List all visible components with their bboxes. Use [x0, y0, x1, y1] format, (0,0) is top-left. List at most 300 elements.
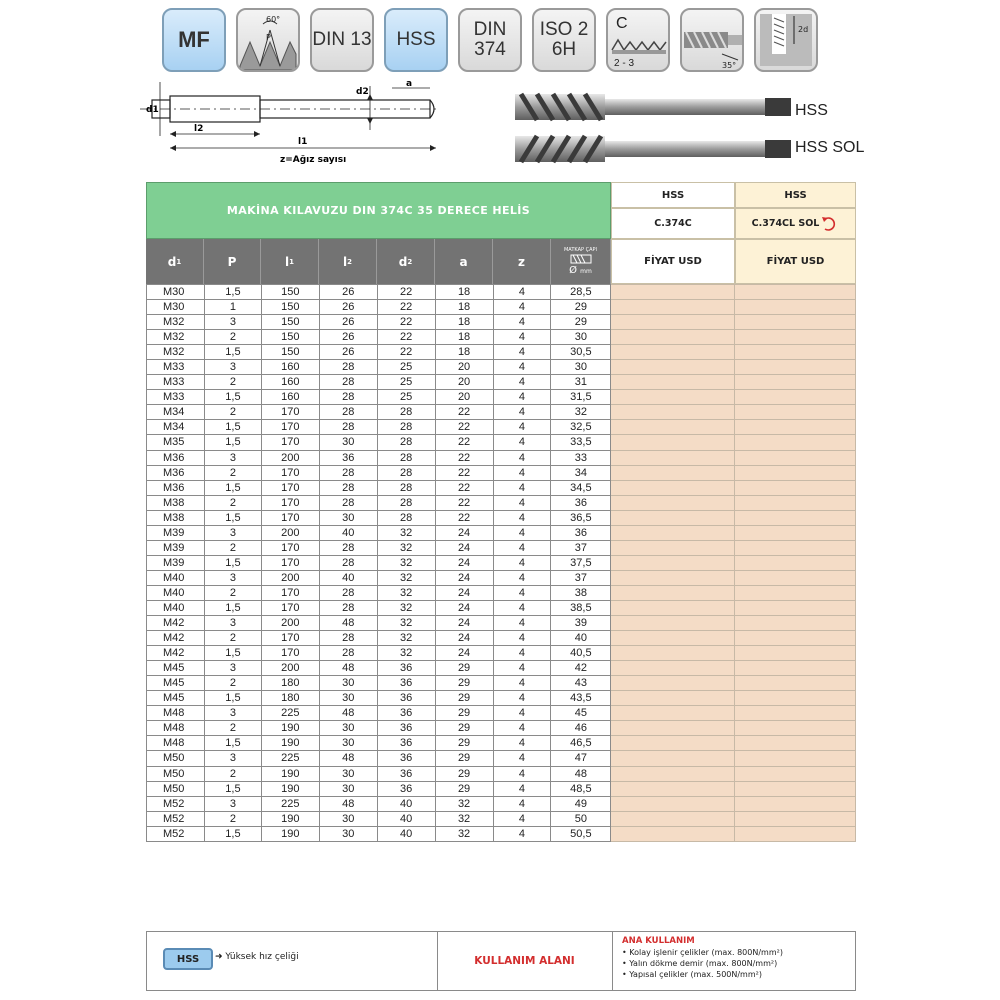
iso-label: ISO 2 6H	[539, 19, 589, 60]
usage-item: • Kolay işlenir çelikler (max. 800N/mm²)	[622, 948, 783, 957]
price-cell-c374c[interactable]	[611, 661, 735, 676]
usage-area-label: KULLANIM ALANI	[437, 932, 613, 990]
table-row	[147, 525, 856, 540]
price-cell-c374cl[interactable]	[735, 480, 856, 495]
price-cell-c374c[interactable]	[611, 751, 735, 766]
hss-legend-badge: HSS	[163, 948, 213, 970]
price-cell-c374cl[interactable]	[735, 285, 856, 300]
cell-z: 4	[493, 285, 551, 300]
cell-d1: M50	[147, 766, 205, 781]
price-cell-c374c[interactable]	[611, 826, 735, 841]
cell-drill: 50,5	[551, 826, 611, 841]
price-cell-c374c[interactable]	[611, 646, 735, 661]
cell-a: 29	[435, 766, 493, 781]
price-cell-c374cl[interactable]	[735, 631, 856, 646]
cell-a: 20	[435, 375, 493, 390]
cell-p: 2	[204, 540, 261, 555]
cell-d2: 25	[377, 390, 435, 405]
helix-angle-label: 35°	[722, 61, 737, 70]
table-row	[147, 405, 856, 420]
price-cell-c374cl[interactable]	[735, 420, 856, 435]
cell-d2: 32	[377, 616, 435, 631]
price-cell-c374c[interactable]	[611, 405, 735, 420]
cell-d1: M42	[147, 631, 205, 646]
cell-a: 18	[435, 300, 493, 315]
cell-d2: 28	[377, 465, 435, 480]
cell-d1: M40	[147, 570, 205, 585]
cell-l1: 225	[261, 706, 319, 721]
cell-d2: 32	[377, 540, 435, 555]
table-row	[147, 646, 856, 661]
price-cell-c374cl[interactable]	[735, 345, 856, 360]
hss-sol-tap-image	[515, 136, 791, 162]
spiral-tap-icon	[682, 10, 742, 70]
price-cell-c374c[interactable]	[611, 450, 735, 465]
cell-l2: 30	[319, 676, 377, 691]
drill-icon	[570, 253, 592, 265]
price-cell-c374c[interactable]	[611, 360, 735, 375]
legend-section	[147, 932, 438, 990]
left-hand-rotation-icon	[821, 215, 839, 233]
cell-p: 1,5	[204, 390, 261, 405]
cell-d2: 36	[377, 736, 435, 751]
cell-l2: 28	[319, 555, 377, 570]
cell-drill: 28,5	[551, 285, 611, 300]
footer	[146, 931, 856, 991]
cell-d1: M48	[147, 706, 205, 721]
cell-drill: 40,5	[551, 646, 611, 661]
price-cell-c374cl[interactable]	[735, 751, 856, 766]
cell-d1: M32	[147, 330, 205, 345]
price-cell-c374cl[interactable]	[735, 525, 856, 540]
cell-l1: 170	[261, 405, 319, 420]
cell-p: 2	[204, 766, 261, 781]
cell-drill: 43,5	[551, 691, 611, 706]
price-cell-c374cl[interactable]	[735, 315, 856, 330]
tool-label-hss: HSS	[795, 102, 828, 119]
table-row	[147, 360, 856, 375]
price-cell-c374c[interactable]	[611, 555, 735, 570]
hss-column-header-1: HSS	[611, 182, 735, 208]
cell-l2: 40	[319, 570, 377, 585]
cell-a: 32	[435, 826, 493, 841]
chamfer-range: 2 - 3	[614, 58, 635, 69]
price-cell-c374c[interactable]	[611, 465, 735, 480]
cell-d2: 32	[377, 555, 435, 570]
cell-a: 29	[435, 751, 493, 766]
price-cell-c374c[interactable]	[611, 375, 735, 390]
cell-d1: M33	[147, 390, 205, 405]
price-cell-c374cl[interactable]	[735, 676, 856, 691]
cell-l2: 48	[319, 796, 377, 811]
cell-l1: 190	[261, 826, 319, 841]
cell-drill: 46,5	[551, 736, 611, 751]
cell-l2: 48	[319, 751, 377, 766]
cell-z: 4	[493, 450, 551, 465]
cell-drill: 32	[551, 405, 611, 420]
cell-z: 4	[493, 405, 551, 420]
cell-a: 22	[435, 435, 493, 450]
cell-drill: 33,5	[551, 435, 611, 450]
price-cell-c374cl[interactable]	[735, 495, 856, 510]
cell-l2: 36	[319, 450, 377, 465]
price-cell-c374cl[interactable]	[735, 600, 856, 615]
cell-z: 4	[493, 330, 551, 345]
cell-l1: 170	[261, 555, 319, 570]
price-cell-c374c[interactable]	[611, 721, 735, 736]
cell-d2: 22	[377, 315, 435, 330]
price-cell-c374c[interactable]	[611, 736, 735, 751]
cell-d2: 36	[377, 676, 435, 691]
din13-label: DIN 13	[312, 29, 372, 50]
cell-z: 4	[493, 525, 551, 540]
cell-d2: 32	[377, 525, 435, 540]
price-cell-c374c[interactable]	[611, 691, 735, 706]
cell-l2: 48	[319, 706, 377, 721]
cell-p: 1,5	[204, 781, 261, 796]
col-header-d1: d 1	[146, 239, 204, 284]
col-header-z: z	[493, 239, 551, 284]
drill-symbol: Ø	[569, 265, 577, 276]
price-cell-c374cl[interactable]	[735, 646, 856, 661]
price-cell-c374cl[interactable]	[735, 330, 856, 345]
cell-z: 4	[493, 375, 551, 390]
price-cell-c374cl[interactable]	[735, 555, 856, 570]
cell-z: 4	[493, 585, 551, 600]
cell-d1: M33	[147, 360, 205, 375]
price-cell-c374cl[interactable]	[735, 661, 856, 676]
cell-d1: M52	[147, 811, 205, 826]
cell-d1: M45	[147, 676, 205, 691]
cell-drill: 46	[551, 721, 611, 736]
cell-l2: 28	[319, 360, 377, 375]
cell-drill: 48,5	[551, 781, 611, 796]
price-cell-c374cl[interactable]	[735, 691, 856, 706]
cell-l2: 28	[319, 375, 377, 390]
price-cell-c374cl[interactable]	[735, 435, 856, 450]
price-cell-c374cl[interactable]	[735, 300, 856, 315]
cell-d2: 40	[377, 811, 435, 826]
cell-l2: 28	[319, 420, 377, 435]
table-row	[147, 540, 856, 555]
tap-dimension-drawing	[130, 78, 450, 178]
cell-z: 4	[493, 465, 551, 480]
cell-p: 2	[204, 330, 261, 345]
hss-legend	[215, 952, 299, 962]
cell-z: 4	[493, 766, 551, 781]
cell-l1: 200	[261, 616, 319, 631]
cell-d1: M45	[147, 661, 205, 676]
cell-p: 3	[204, 616, 261, 631]
cell-l2: 28	[319, 390, 377, 405]
cell-a: 18	[435, 285, 493, 300]
code-header-2	[735, 208, 856, 239]
table-row	[147, 811, 856, 826]
price-cell-c374cl[interactable]	[735, 510, 856, 525]
arrow-right-icon: ➜	[215, 952, 223, 962]
cell-d2: 28	[377, 420, 435, 435]
cell-a: 22	[435, 450, 493, 465]
cell-l1: 170	[261, 435, 319, 450]
cell-l1: 190	[261, 736, 319, 751]
cell-z: 4	[493, 540, 551, 555]
cell-d1: M52	[147, 796, 205, 811]
cell-l2: 30	[319, 811, 377, 826]
cell-a: 24	[435, 600, 493, 615]
price-cell-c374c[interactable]	[611, 300, 735, 315]
cell-d2: 32	[377, 600, 435, 615]
cell-l1: 160	[261, 375, 319, 390]
cell-a: 24	[435, 540, 493, 555]
cell-p: 1,5	[204, 555, 261, 570]
chamfer-icon	[608, 10, 668, 70]
cell-l1: 150	[261, 330, 319, 345]
cell-d2: 36	[377, 781, 435, 796]
cell-l2: 30	[319, 435, 377, 450]
cell-l2: 26	[319, 345, 377, 360]
cell-d1: M42	[147, 646, 205, 661]
cell-d1: M34	[147, 405, 205, 420]
price-cell-c374cl[interactable]	[735, 375, 856, 390]
table-row	[147, 315, 856, 330]
mf-badge	[162, 8, 226, 72]
din374-label: DIN 374	[473, 19, 507, 60]
cell-drill: 37	[551, 570, 611, 585]
price-cell-c374c[interactable]	[611, 811, 735, 826]
price-cell-c374c[interactable]	[611, 766, 735, 781]
cell-z: 4	[493, 600, 551, 615]
cell-p: 1,5	[204, 691, 261, 706]
price-cell-c374c[interactable]	[611, 510, 735, 525]
cell-p: 2	[204, 375, 261, 390]
price-cell-c374cl[interactable]	[735, 390, 856, 405]
cell-z: 4	[493, 661, 551, 676]
cell-d2: 22	[377, 345, 435, 360]
l1-label: l1	[298, 137, 308, 147]
cell-d1: M40	[147, 600, 205, 615]
price-cell-c374c[interactable]	[611, 706, 735, 721]
helix-badge	[680, 8, 744, 72]
price-cell-c374c[interactable]	[611, 781, 735, 796]
price-cell-c374cl[interactable]	[735, 796, 856, 811]
cell-p: 3	[204, 751, 261, 766]
price-cell-c374cl[interactable]	[735, 360, 856, 375]
cell-d2: 36	[377, 691, 435, 706]
d2-label: d2	[356, 87, 369, 97]
cell-a: 29	[435, 676, 493, 691]
cell-z: 4	[493, 706, 551, 721]
cell-d1: M33	[147, 375, 205, 390]
l2-label: l2	[194, 124, 204, 134]
cell-d2: 25	[377, 375, 435, 390]
cell-l2: 26	[319, 285, 377, 300]
price-cell-c374cl[interactable]	[735, 721, 856, 736]
price-cell-c374cl[interactable]	[735, 450, 856, 465]
price-cell-c374cl[interactable]	[735, 781, 856, 796]
cell-drill: 37,5	[551, 555, 611, 570]
cell-d2: 22	[377, 285, 435, 300]
cell-d1: M36	[147, 450, 205, 465]
price-cell-c374c[interactable]	[611, 345, 735, 360]
cell-drill: 34	[551, 465, 611, 480]
cell-d1: M48	[147, 736, 205, 751]
cell-p: 3	[204, 570, 261, 585]
cell-l1: 150	[261, 315, 319, 330]
cell-d2: 28	[377, 495, 435, 510]
table-row	[147, 631, 856, 646]
price-cell-c374c[interactable]	[611, 285, 735, 300]
cell-drill: 47	[551, 751, 611, 766]
price-cell-c374c[interactable]	[611, 315, 735, 330]
price-cell-c374c[interactable]	[611, 616, 735, 631]
cell-p: 3	[204, 796, 261, 811]
price-cell-c374cl[interactable]	[735, 706, 856, 721]
table-row	[147, 766, 856, 781]
table-row	[147, 420, 856, 435]
cell-l1: 150	[261, 285, 319, 300]
col-header-l1: l 1	[261, 239, 319, 284]
cell-d1: M36	[147, 465, 205, 480]
price-cell-c374c[interactable]	[611, 435, 735, 450]
cell-p: 2	[204, 405, 261, 420]
price-cell-c374c[interactable]	[611, 540, 735, 555]
cell-l2: 28	[319, 465, 377, 480]
cell-z: 4	[493, 555, 551, 570]
product-table	[146, 182, 856, 840]
cell-z: 4	[493, 736, 551, 751]
cell-d2: 32	[377, 570, 435, 585]
cell-z: 4	[493, 435, 551, 450]
price-cell-c374c[interactable]	[611, 570, 735, 585]
cell-p: 1,5	[204, 736, 261, 751]
cell-d1: M38	[147, 510, 205, 525]
cell-l1: 200	[261, 450, 319, 465]
cell-z: 4	[493, 826, 551, 841]
price-cell-c374cl[interactable]	[735, 405, 856, 420]
cell-d1: M32	[147, 345, 205, 360]
cell-l1: 200	[261, 525, 319, 540]
code-header-2-label: C.374CL SOL	[751, 218, 820, 229]
cell-d1: M52	[147, 826, 205, 841]
cell-l1: 200	[261, 661, 319, 676]
cell-d2: 28	[377, 435, 435, 450]
cell-z: 4	[493, 360, 551, 375]
col-header-p: P	[204, 239, 261, 284]
cell-l2: 30	[319, 721, 377, 736]
cell-d2: 28	[377, 510, 435, 525]
cell-l1: 170	[261, 420, 319, 435]
cell-p: 2	[204, 676, 261, 691]
cell-p: 3	[204, 525, 261, 540]
price-cell-c374cl[interactable]	[735, 465, 856, 480]
cell-d2: 36	[377, 751, 435, 766]
cell-l2: 28	[319, 600, 377, 615]
price-cell-c374cl[interactable]	[735, 540, 856, 555]
iso-badge	[532, 8, 596, 72]
cell-drill: 29	[551, 300, 611, 315]
cell-a: 20	[435, 360, 493, 375]
cell-d1: M39	[147, 555, 205, 570]
price-cell-c374c[interactable]	[611, 330, 735, 345]
cell-d2: 22	[377, 330, 435, 345]
cell-l2: 28	[319, 405, 377, 420]
price-cell-c374c[interactable]	[611, 495, 735, 510]
price-header-1: FİYAT USD	[611, 239, 735, 284]
cell-d2: 36	[377, 706, 435, 721]
cell-l2: 28	[319, 540, 377, 555]
cell-drill: 31,5	[551, 390, 611, 405]
table-title: MAKİNA KILAVUZU DIN 374C 35 DERECE HELİS	[146, 182, 611, 239]
table-row	[147, 721, 856, 736]
price-cell-c374c[interactable]	[611, 585, 735, 600]
cell-l1: 170	[261, 495, 319, 510]
hss-badge	[384, 8, 448, 72]
cell-l1: 190	[261, 811, 319, 826]
cell-z: 4	[493, 646, 551, 661]
cell-a: 29	[435, 661, 493, 676]
cell-d2: 40	[377, 826, 435, 841]
price-cell-c374c[interactable]	[611, 390, 735, 405]
tool-photos	[515, 86, 795, 176]
price-cell-c374c[interactable]	[611, 420, 735, 435]
price-cell-c374cl[interactable]	[735, 570, 856, 585]
cell-a: 24	[435, 570, 493, 585]
cell-d1: M39	[147, 525, 205, 540]
cell-a: 18	[435, 345, 493, 360]
price-cell-c374c[interactable]	[611, 525, 735, 540]
price-cell-c374cl[interactable]	[735, 766, 856, 781]
thread-profile-icon	[238, 10, 298, 70]
price-cell-c374c[interactable]	[611, 480, 735, 495]
spec-badges	[162, 8, 818, 72]
price-cell-c374c[interactable]	[611, 600, 735, 615]
cell-l2: 26	[319, 300, 377, 315]
price-cell-c374c[interactable]	[611, 676, 735, 691]
cell-l2: 30	[319, 691, 377, 706]
cell-z: 4	[493, 616, 551, 631]
price-cell-c374cl[interactable]	[735, 616, 856, 631]
cell-d1: M32	[147, 315, 205, 330]
cell-d2: 22	[377, 300, 435, 315]
table-row	[147, 676, 856, 691]
cell-drill: 36	[551, 495, 611, 510]
price-cell-c374cl[interactable]	[735, 811, 856, 826]
price-cell-c374c[interactable]	[611, 631, 735, 646]
cell-d2: 36	[377, 721, 435, 736]
cell-a: 29	[435, 706, 493, 721]
din13-badge	[310, 8, 374, 72]
cell-p: 2	[204, 631, 261, 646]
cell-a: 22	[435, 405, 493, 420]
cell-a: 32	[435, 796, 493, 811]
cell-drill: 34,5	[551, 480, 611, 495]
price-cell-c374c[interactable]	[611, 796, 735, 811]
cell-p: 1,5	[204, 600, 261, 615]
price-cell-c374cl[interactable]	[735, 736, 856, 751]
cell-p: 2	[204, 721, 261, 736]
cell-p: 3	[204, 706, 261, 721]
drawing-caption: z=Ağız sayısı	[280, 155, 347, 165]
cell-drill: 42	[551, 661, 611, 676]
cell-p: 3	[204, 661, 261, 676]
cell-p: 2	[204, 811, 261, 826]
cell-l1: 190	[261, 766, 319, 781]
price-cell-c374cl[interactable]	[735, 585, 856, 600]
col-header-drill	[551, 239, 611, 284]
price-cell-c374cl[interactable]	[735, 826, 856, 841]
cell-drill: 36	[551, 525, 611, 540]
table-row	[147, 751, 856, 766]
